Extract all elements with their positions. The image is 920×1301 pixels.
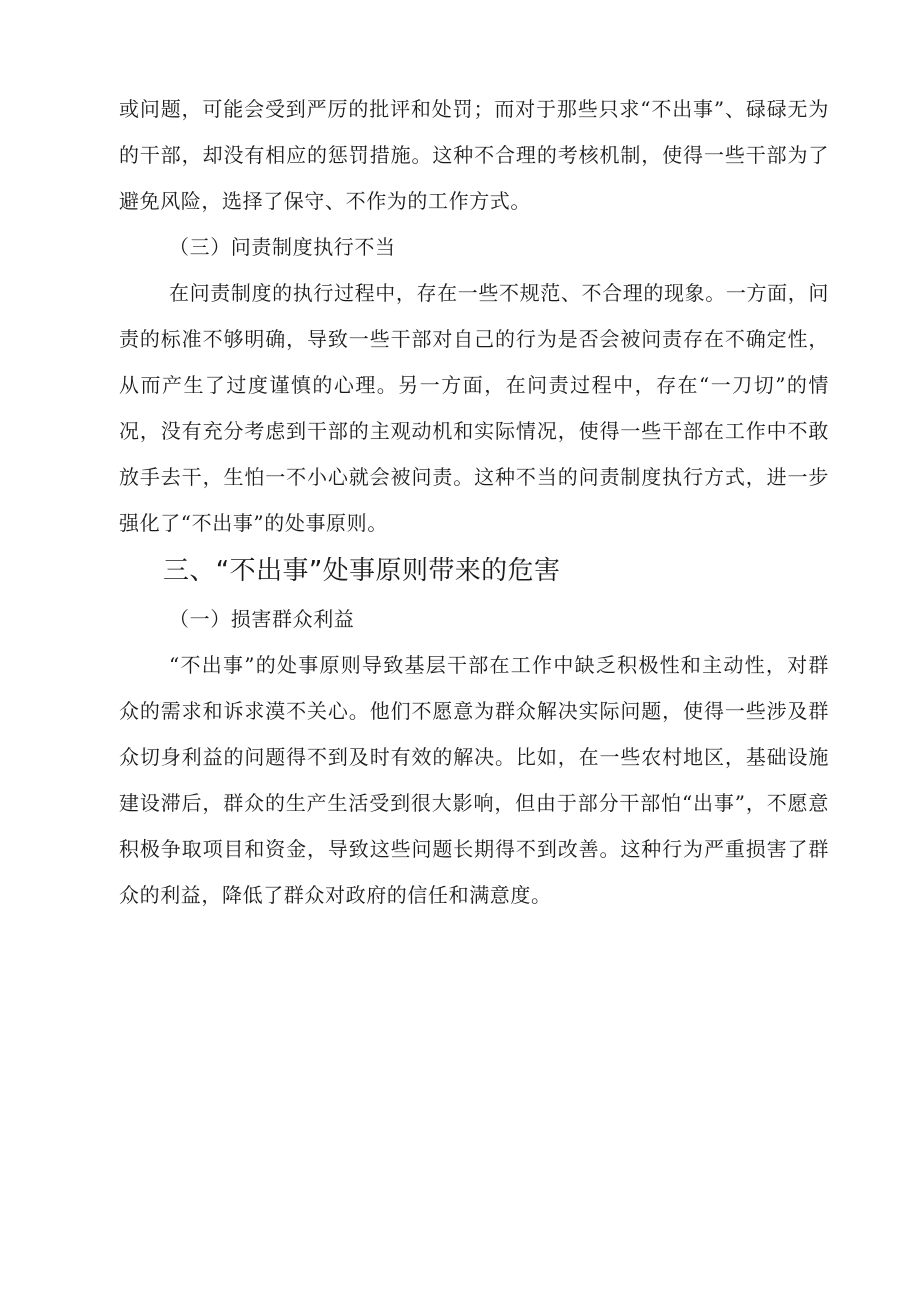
continuation-paragraph: 或问题，可能会受到严厉的批评和处罚；而对于那些只求“不出事”、碌碌无为的干部，却没有相应的惩罚措施。这种不合理的考核机制，使得一些干部为了避免风险，选择了保守、不作为的工作方式。 [119, 97, 829, 213]
accountability-paragraph: 在问责制度的执行过程中，存在一些不规范、不合理的现象。一方面，问责的标准不够明确，导致一些干部对自己的行为是否会被问责存在不确定性，从而产生了过度谨慎的心理。另一方面，在问责过程中，存在“一刀切”的情况，没有充分考虑到干部的主观动机和实际情况，使得一些干部在工作中不敢放手去干，生怕一不小心就会被问责。这种不当的问责制度执行方式，进一步强化了“不出事”的处事原则。 [119, 281, 829, 535]
section-heading-harms: 三、“不出事”处事原则带来的危害 [163, 556, 561, 586]
subsection-heading-harm-to-public: （一）损害群众利益 [169, 607, 355, 631]
subsection-heading-problem-accountability: （三）问责制度执行不当 [169, 235, 396, 259]
document-body [119, 86, 829, 918]
harm-to-public-paragraph: “不出事”的处事原则导致基层干部在工作中缺乏积极性和主动性，对群众的需求和诉求漠不关心。他们不愿意为群众解决实际问题，使得一些涉及群众切身利益的问题得不到及时有效的解决。比如，在一些农村地区，基础设施建设滞后，群众的生产生活受到很大影响，但由于部分干部怕“出事”，不愿意积极争取项目和资金，导致这些问题长期得不到改善。这种行为严重损害了群众的利益，降低了群众对政府的信任和满意度。 [119, 653, 829, 907]
